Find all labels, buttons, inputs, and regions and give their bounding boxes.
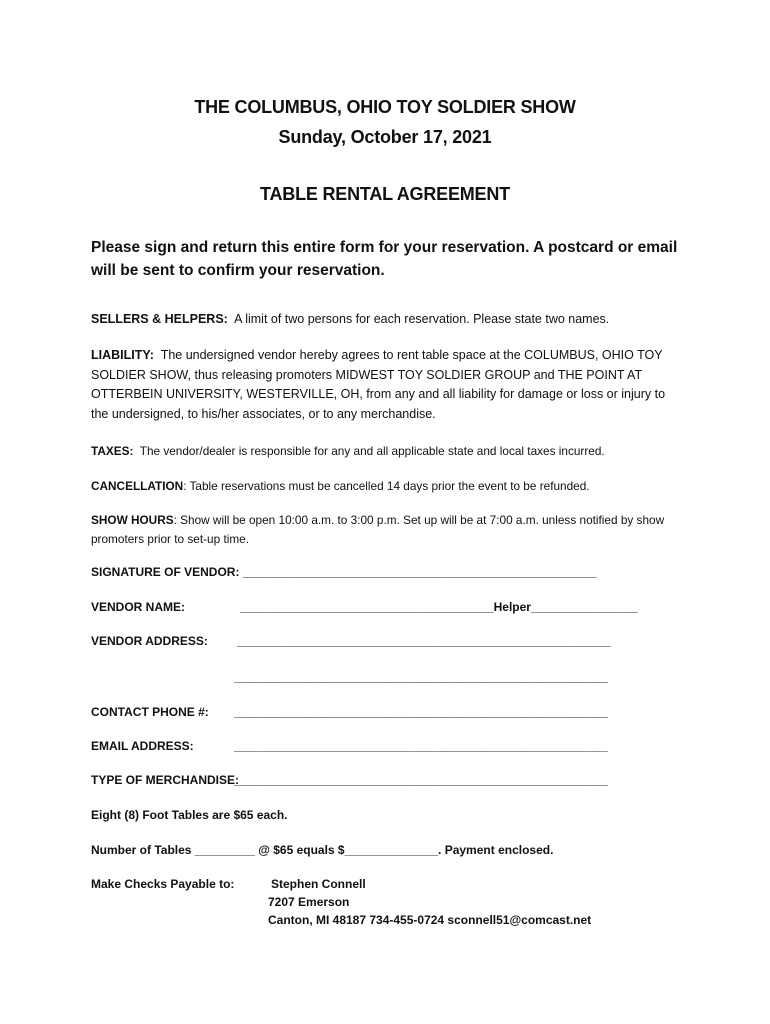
payee-name: Stephen Connell [271,877,366,891]
liability-label: LIABILITY: [91,348,154,362]
sellers-section [91,310,681,330]
cancellation-label: CANCELLATION [91,479,184,493]
cancellation-text: : Table reservations must be cancelled 14 days prior the event to be refunded. [183,479,590,493]
phone-label: CONTACT PHONE #: [91,705,209,719]
vendor-address-field-2[interactable]: ________________________________________________________ [234,670,608,684]
taxes-section [91,442,691,461]
hours-label: SHOW HOURS [91,513,174,527]
agreement-title: TABLE RENTAL AGREEMENT [260,184,510,204]
hours-text: : Show will be open 10:00 a.m. to 3:00 p.m. Set up will be at 7:00 a.m. unless notified by show promoters prior to set-up time. [91,513,665,546]
checks-payable-label: Make Checks Payable to: [91,877,235,891]
table-price-text: Eight (8) Foot Tables are $65 each. [91,808,288,822]
intro-text [91,236,691,282]
cancellation-section [91,477,691,496]
signature-field[interactable]: _____________________________________________________ [243,565,597,579]
sellers-label: SELLERS & HELPERS: [91,312,228,326]
vendor-name-field[interactable]: ______________________________________Helper________________ [240,600,638,614]
merchandise-field[interactable]: ________________________________________________________ [234,773,608,787]
hours-section [91,511,691,548]
email-field[interactable]: ________________________________________________________ [234,739,608,753]
show-title: THE COLUMBUS, OHIO TOY SOLDIER SHOW [194,97,576,117]
liability-text: The undersigned vendor hereby agrees to rent table space at the COLUMBUS, OHIO TOY SOLDIER SHOW, thus releasing promoters MIDWEST TOY SOLDIER GROUP and THE POINT AT OTTERBEIN UNIVERSITY, WESTERVILLE, OH, from any and all liability for damage or loss or injury to the undersigned, to his/her associates, or to any merchandise. [91,348,666,421]
taxes-label: TAXES: [91,444,134,458]
show-date: Sunday, October 17, 2021 [278,127,492,147]
vendor-address-label: VENDOR ADDRESS: [91,634,208,648]
vendor-address-field-1[interactable]: ________________________________________________________ [237,634,611,648]
signature-label: SIGNATURE OF VENDOR: [91,565,240,579]
vendor-name-label: VENDOR NAME: [91,600,186,614]
merchandise-label: TYPE OF MERCHANDISE: [91,773,240,787]
taxes-text: The vendor/dealer is responsible for any and all applicable state and local taxes incurred. [139,444,605,458]
phone-field[interactable]: ________________________________________________________ [234,705,608,719]
email-label: EMAIL ADDRESS: [91,739,194,753]
payee-street: 7207 Emerson [268,895,350,909]
intro-line-2: will be sent to confirm your reservation. [91,262,385,279]
payee-city-contact: Canton, MI 48187 734-455-0724 sconnell51@comcast.net [268,913,592,927]
sellers-text: A limit of two persons for each reservation. Please state two names. [234,312,610,326]
liability-section [91,346,681,424]
number-of-tables-line[interactable]: Number of Tables _________ @ $65 equals $______________. Payment enclosed. [91,843,554,857]
intro-line-1: Please sign and return this entire form for your reservation. A postcard or email [91,239,678,256]
